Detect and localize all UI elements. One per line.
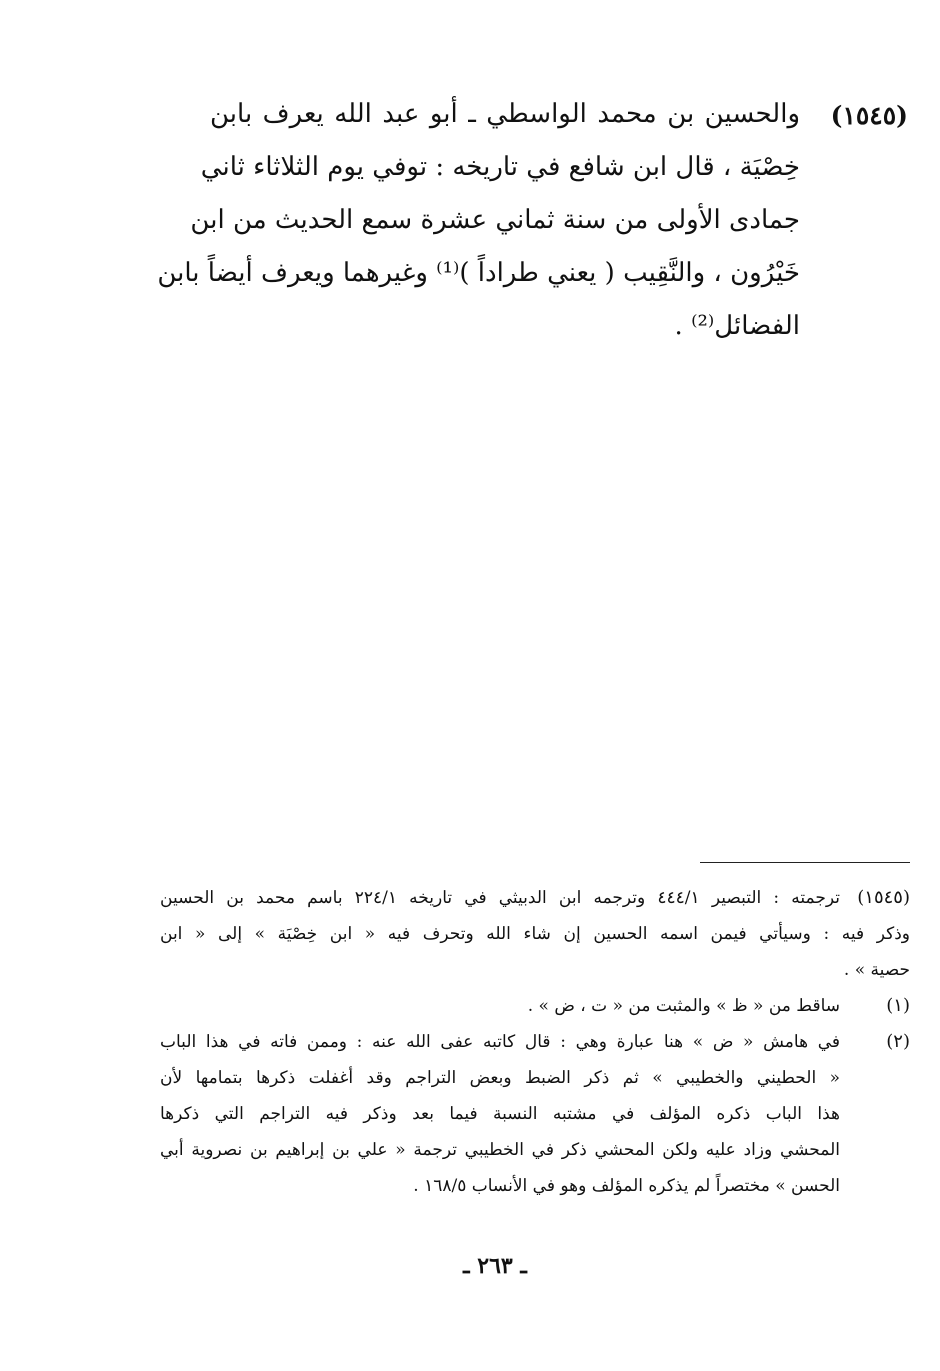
footnote-line: ترجمته : التبصير ٤٤٤/١ وترجمه ابن الدبيثي في تاريخه ٢٢٤/١ باسم محمد بن الحسين bbox=[160, 888, 841, 908]
footnote-body bbox=[160, 880, 910, 988]
footnote-line: « الحطيني والخطيبي » ثم ذكر الضبط وبعض التراجم وقد أغفلت ذكرها بتمامها لأن bbox=[160, 1068, 840, 1088]
footnote-1 bbox=[160, 988, 910, 1024]
entry-text bbox=[157, 88, 800, 353]
footnote-line: حصية » . bbox=[843, 960, 910, 980]
footnote-line: هذا الباب ذكره المؤلف في مشتبه النسبة فيما بعد وذكر فيه التراجم التي ذكرها bbox=[160, 1104, 840, 1124]
entry-line: جمادى الأولى من سنة ثماني عشرة سمع الحديث من ابن bbox=[190, 205, 800, 235]
entry-line: خِصْيَة ، قال ابن شافع في تاريخه : توفي يوم الثلاثاء ثاني bbox=[200, 152, 800, 182]
footnote-line: وذكر فيه : وسيأتي فيمن اسمه الحسين إن شاء الله وتحرف فيه « ابن خِصْيَة » إلى « ابن bbox=[160, 924, 910, 944]
footnotes bbox=[160, 880, 910, 1204]
page-number: ـ ٢٦٣ ـ bbox=[463, 1253, 527, 1279]
footnote-entry-source bbox=[160, 880, 910, 988]
footnote-label: (١٥٤٥) bbox=[857, 887, 910, 908]
footnote-body bbox=[160, 988, 910, 1024]
footnote-label: (٢) bbox=[886, 1031, 910, 1052]
footnote-body bbox=[160, 1024, 910, 1204]
entry-line: الفضائل⁽²⁾ . bbox=[674, 311, 800, 341]
footnote-line: ساقط من « ظ » والمثبت من « ت ، ض » . bbox=[527, 996, 840, 1016]
footnote-line: الحسن » مختصراً لم يذكره المؤلف وهو في الأنساب ١٦٨/٥ . bbox=[413, 1176, 840, 1196]
entry-number: (١٥٤٥) bbox=[830, 101, 908, 130]
footnote-2 bbox=[160, 1024, 910, 1204]
entry-line: والحسين بن محمد الواسطي ـ أبو عبد الله يعرف بابن bbox=[210, 99, 800, 129]
footnote-line: في هامش « ض » هنا عبارة وهي : قال كاتبه عفى الله عنه : وممن فاته في هذا الباب bbox=[160, 1032, 840, 1052]
footnote-line: المحشي وزاد عليه ولكن المحشي ذكر في الخطيبي ترجمة « علي بن إبراهيم بن نصروية أبي bbox=[160, 1140, 840, 1160]
footnote-separator bbox=[700, 862, 910, 863]
entry-line: خَيْرُون ، والنَّقِيب ( يعني طراداً )⁽¹⁾ وغيرهما ويعرف أيضاً بابن bbox=[157, 258, 800, 288]
footnote-label: (١) bbox=[886, 995, 910, 1016]
